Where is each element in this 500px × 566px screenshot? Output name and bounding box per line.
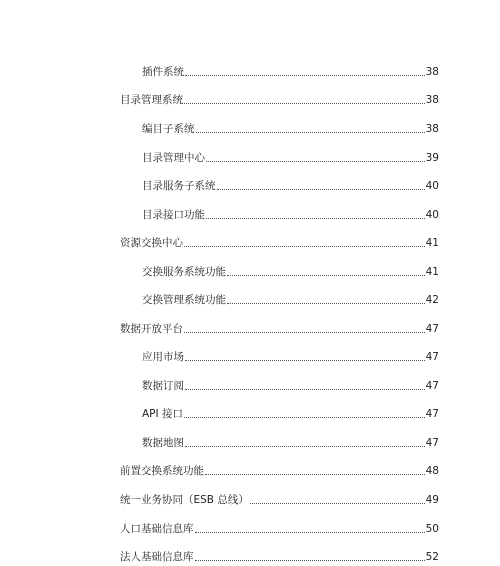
toc-entry[interactable] [120,233,439,249]
toc-entry[interactable] [120,519,439,535]
toc-entry[interactable] [120,547,439,563]
toc-leader-dots [206,161,425,162]
toc-entry-title: 法人基础信息库 [120,551,194,563]
toc-entry-page: 38 [425,94,439,106]
toc-leader-dots [184,332,425,333]
toc-entry[interactable] [142,62,439,78]
toc-entry-title: 交换服务系统功能 [142,266,226,278]
toc-entry-title: 交换管理系统功能 [142,294,226,306]
toc-entry[interactable] [142,376,439,392]
toc-entry-page: 38 [425,123,439,135]
toc-entry-title: 资源交换中心 [120,237,183,249]
toc-leader-dots [206,218,425,219]
toc-entry-title: 统一业务协同（ESB 总线） [120,494,249,506]
toc-entry-title: API 接口 [142,408,183,420]
toc-entry-title: 目录管理系统 [120,94,183,106]
toc-leader-dots [227,275,425,276]
toc-entry-page: 38 [425,66,439,78]
toc-entry-page: 41 [425,266,439,278]
toc-leader-dots [185,360,425,361]
toc-entry[interactable] [120,461,439,477]
toc-entry[interactable] [120,490,439,506]
toc-entry-title: 人口基础信息库 [120,523,194,535]
toc-entry-page: 39 [425,152,439,164]
toc-leader-dots [205,474,425,475]
toc-entry-title: 目录管理中心 [142,152,205,164]
toc-entry-page: 52 [425,551,439,563]
toc-entry-page: 47 [425,408,439,420]
toc-leader-dots [185,446,425,447]
toc-entry-title: 目录服务子系统 [142,180,216,192]
toc-entry[interactable] [142,205,439,221]
toc-entry-page: 47 [425,351,439,363]
toc-entry-title: 前置交换系统功能 [120,465,204,477]
toc-leader-dots [184,246,425,247]
toc-entry-page: 48 [425,465,439,477]
toc-leader-dots [184,417,425,418]
toc-entry-page: 50 [425,523,439,535]
toc-entry[interactable] [120,319,439,335]
toc-entry[interactable] [142,290,439,306]
toc-entry-page: 47 [425,437,439,449]
toc-entry-page: 49 [425,494,439,506]
toc-entry-title: 数据开放平台 [120,323,183,335]
toc-leader-dots [195,560,425,561]
toc-leader-dots [185,75,425,76]
toc-entry[interactable] [142,262,439,278]
toc-entry[interactable] [142,148,439,164]
toc-entry-title: 应用市场 [142,351,184,363]
toc-leader-dots [196,132,425,133]
toc-entry-title: 数据订阅 [142,380,184,392]
toc-leader-dots [217,189,425,190]
toc-leader-dots [185,389,425,390]
toc-entry-page: 41 [425,237,439,249]
toc-entry[interactable] [142,347,439,363]
toc-entry-title: 数据地图 [142,437,184,449]
toc-entry-page: 42 [425,294,439,306]
toc-leader-dots [195,532,425,533]
toc-entry-title: 插件系统 [142,66,184,78]
toc-entry-page: 40 [425,209,439,221]
toc-entry-title: 目录接口功能 [142,209,205,221]
toc-leader-dots [250,503,425,504]
toc-entry[interactable] [142,433,439,449]
toc-leader-dots [227,303,425,304]
toc-entry[interactable] [142,404,439,420]
toc-entry[interactable] [142,119,439,135]
toc-entry[interactable] [120,90,439,106]
toc-leader-dots [184,103,425,104]
toc-entry-page: 40 [425,180,439,192]
toc-entry-page: 47 [425,323,439,335]
toc-entry-title: 编目子系统 [142,123,195,135]
toc-entry[interactable] [142,176,439,192]
toc-entry-page: 47 [425,380,439,392]
